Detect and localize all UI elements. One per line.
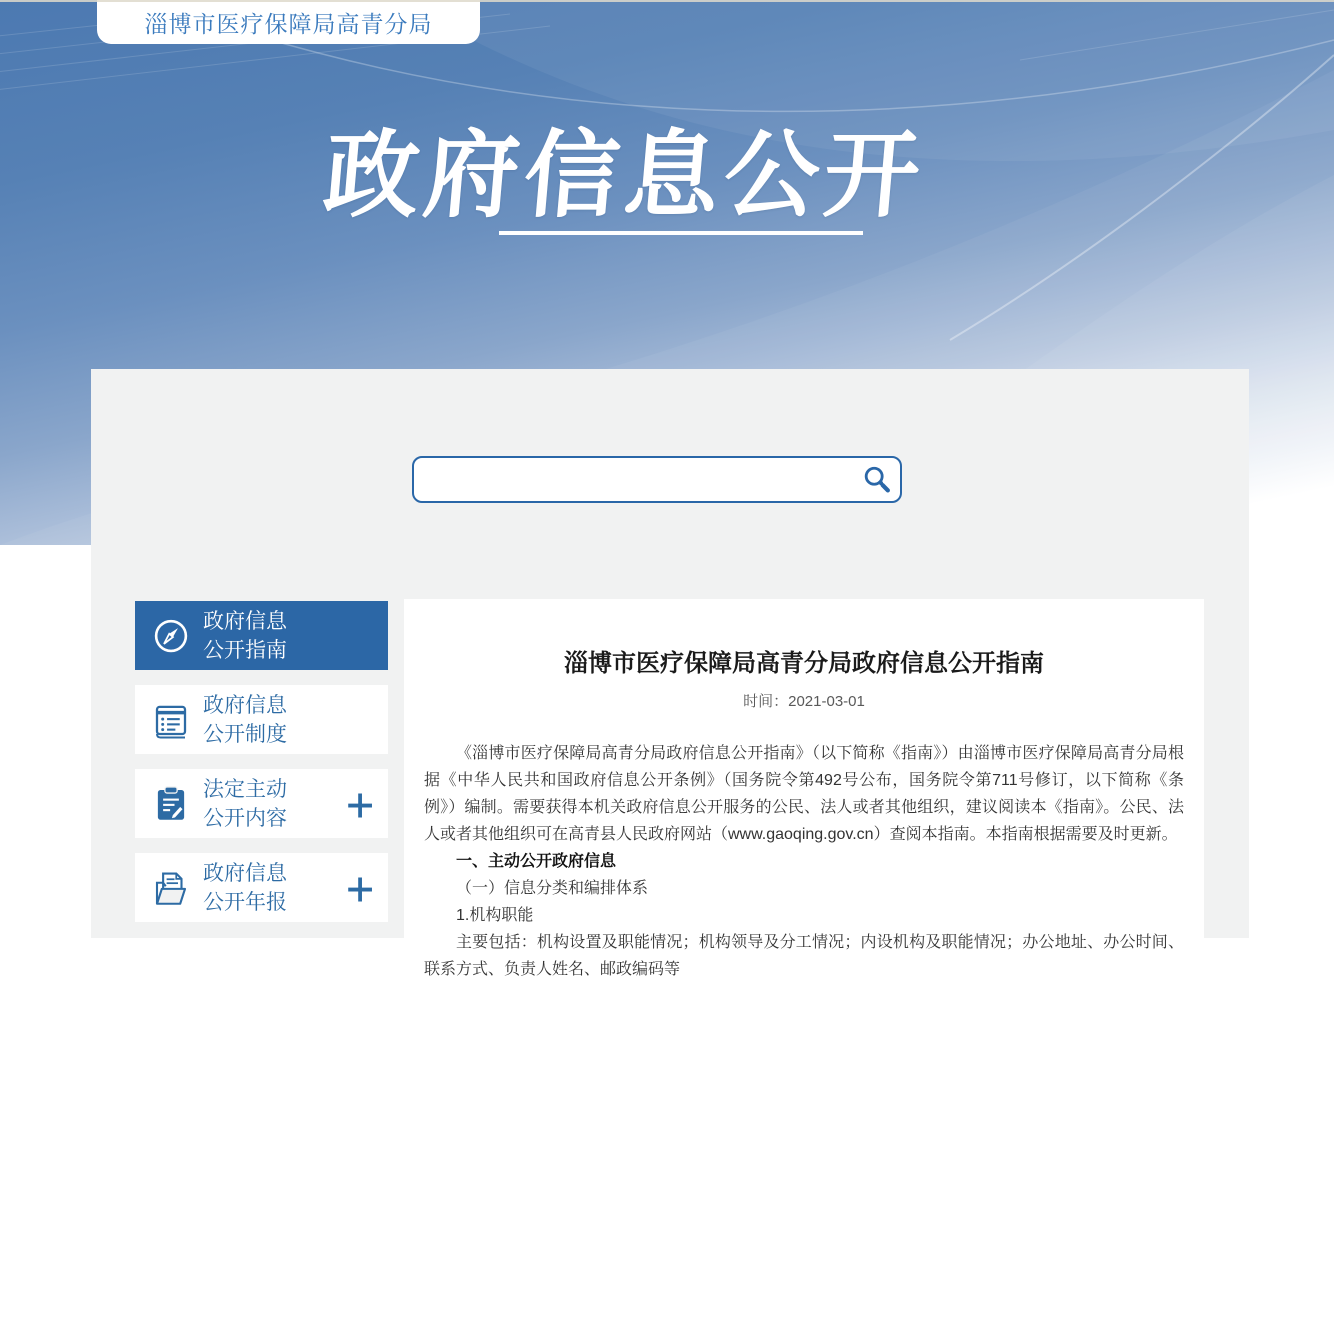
book-icon xyxy=(150,699,192,741)
article-title: 淄博市医疗保障局高青分局政府信息公开指南 xyxy=(564,650,1044,677)
sidebar-item-label: 政府信息 公开年报 xyxy=(203,861,287,914)
content-panel xyxy=(91,369,1249,978)
sidebar-item-disclosure-guide[interactable] xyxy=(135,601,388,670)
article-paragraph: 《淄博市医疗保障局高青分局政府信息公开指南》（以下简称《指南》）由淄博市医疗保障局高青分局根据《中华人民共和国政府信息公开条例》（国务院令第492号公布，国务院令第711号修订，以下简称《条例》）编制。需要获得本机关政府信息公开服务的公民、法人或者其他组织，建议阅读本《指南》。公民、法人或者其他组织可在高青县人民政府网站（www.gaoqing.gov.cn）查阅本指南。本指南根据需要及时更新。 xyxy=(424,745,1184,843)
sidebar-item-label: 政府信息 公开制度 xyxy=(203,693,287,746)
sidebar-item-label: 政府信息 公开指南 xyxy=(203,609,287,662)
search-magnifier-icon xyxy=(861,464,893,496)
article-date: 时间：2021-03-01 xyxy=(743,693,865,710)
sidebar-item-disclosure-system[interactable] xyxy=(135,685,388,754)
search-box xyxy=(412,456,902,503)
search-button[interactable] xyxy=(854,458,900,501)
site-badge[interactable] xyxy=(97,0,480,44)
article-paragraph: 1.机构职能 xyxy=(456,907,534,924)
sidebar-item-label: 法定主动 公开内容 xyxy=(203,777,287,830)
top-edge-divider xyxy=(0,0,1334,2)
search-input[interactable] xyxy=(414,458,854,501)
article-paragraph: （一）信息分类和编排体系 xyxy=(456,880,649,897)
sidebar-item-annual-report[interactable] xyxy=(135,853,388,922)
title-underline xyxy=(499,231,863,235)
sidebar-item-statutory-disclosure[interactable] xyxy=(135,769,388,838)
article-section-heading: 一、主动公开政府信息 xyxy=(456,853,617,870)
expand-plus-icon[interactable]: + xyxy=(346,860,374,915)
compass-icon xyxy=(150,615,192,657)
folder-doc-icon xyxy=(150,867,192,909)
clipboard-pencil-icon xyxy=(150,783,192,825)
article-body xyxy=(424,740,1184,983)
page-title: 政府信息公开 xyxy=(319,123,929,229)
expand-plus-icon[interactable]: + xyxy=(346,776,374,831)
site-badge-label: 淄博市医疗保障局高青分局 xyxy=(144,10,433,37)
article-paragraph: 主要包括：机构设置及职能情况；机构领导及分工情况；内设机构及职能情况；办公地址、办公时间、联系方式、负责人姓名、邮政编码等 xyxy=(424,934,1184,978)
article-card xyxy=(404,599,1204,1319)
sidebar-nav xyxy=(135,601,388,937)
